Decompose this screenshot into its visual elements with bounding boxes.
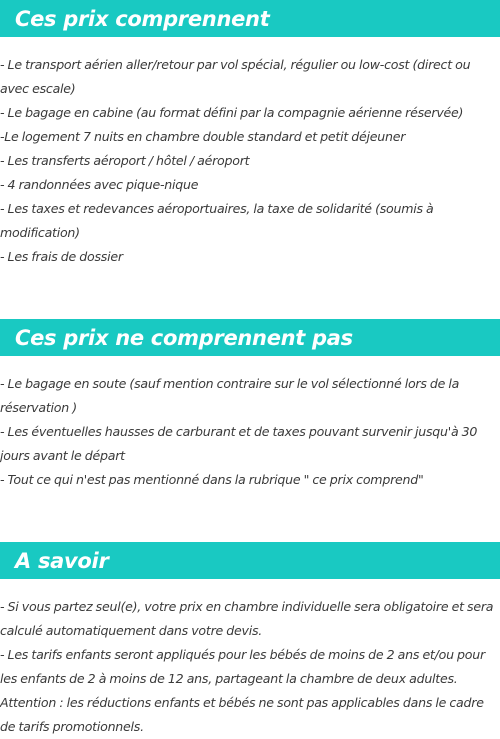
- included-item: - Les frais de dossier: [0, 249, 123, 264]
- info-item: - Les tarifs enfants seront appliqués pour les bébés de moins de 2 ans et/ou pour les enfants de 2 à moins de 12 ans, partageant la chambre de deux adultes.: [0, 647, 485, 686]
- excluded-list: [0, 356, 500, 492]
- excluded-item: - Le bagage en soute (sauf mention contraire sur le vol sélectionné lors de la réservation ): [0, 376, 460, 415]
- excluded-section: [0, 319, 500, 492]
- info-title: A savoir: [15, 548, 109, 573]
- included-title: Ces prix comprennent: [15, 6, 270, 31]
- included-item: - Les transferts aéroport / hôtel / aéroport: [0, 153, 250, 168]
- excluded-item: - Les éventuelles hausses de carburant et de taxes pouvant survenir jusqu'à 30 jours avant le départ: [0, 424, 478, 463]
- included-section: [0, 0, 500, 269]
- info-list: [0, 579, 500, 739]
- info-item: Attention : les réductions enfants et bébés ne sont pas applicables dans le cadre de tarifs promotionnels.: [0, 695, 484, 734]
- included-item: -Le logement 7 nuits en chambre double standard et petit déjeuner: [0, 129, 406, 144]
- included-item: - Les taxes et redevances aéroportuaires, la taxe de solidarité (soumis à modification): [0, 201, 434, 240]
- included-item: - Le bagage en cabine (au format défini par la compagnie aérienne réservée): [0, 105, 464, 120]
- included-item: - Le transport aérien aller/retour par vol spécial, régulier ou low-cost (direct ou avec escale): [0, 57, 471, 96]
- info-header: [0, 542, 500, 579]
- excluded-header: [0, 319, 500, 356]
- info-section: [0, 542, 500, 739]
- included-item: - 4 randonnées avec pique-nique: [0, 177, 199, 192]
- excluded-title: Ces prix ne comprennent pas: [15, 325, 353, 350]
- included-header: [0, 0, 500, 37]
- included-list: [0, 37, 500, 269]
- excluded-item: - Tout ce qui n'est pas mentionné dans la rubrique " ce prix comprend": [0, 472, 424, 487]
- info-item: - Si vous partez seul(e), votre prix en chambre individuelle sera obligatoire et sera calculé automatiquement dans votre devis.: [0, 599, 494, 638]
